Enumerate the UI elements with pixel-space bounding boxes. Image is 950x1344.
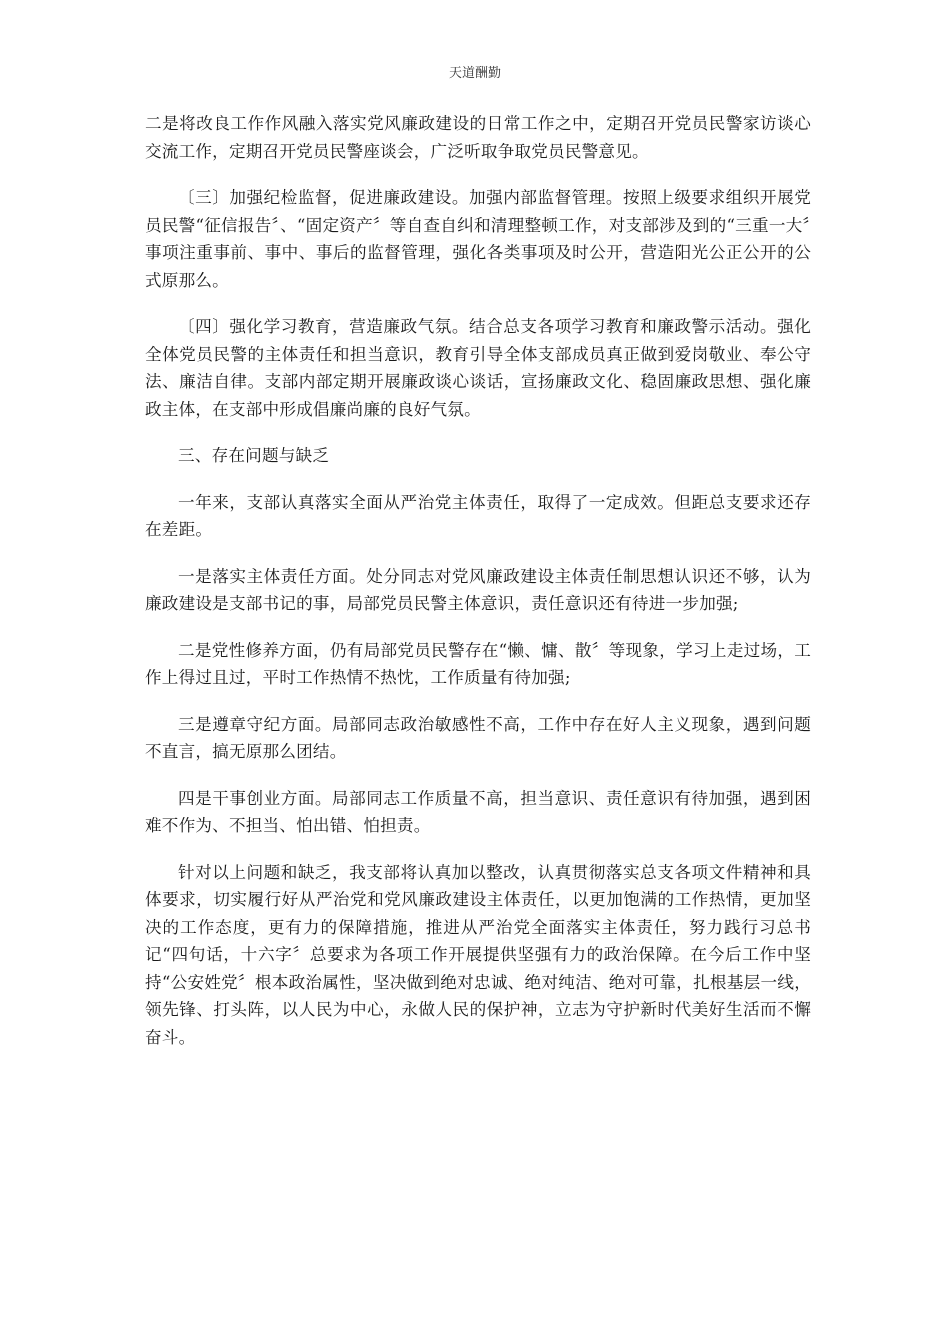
paragraph-summary: 一年来，支部认真落实全面从严治党主体责任，取得了一定成效。但距总支要求还存在差距。 bbox=[145, 492, 811, 539]
paragraph-problem-2: 二是党性修养方面，仍有局部党员民警存在“懒、慵、散〞等现象，学习上走过场，工作上得过且过，平时工作热情不热忱，工作质量有待加强; bbox=[145, 640, 811, 687]
paragraph-problem-4: 四是干事创业方面。局部同志工作质量不高，担当意识、责任意识有待加强，遇到困难不作为、不担当、怕出错、怕担责。 bbox=[145, 788, 811, 835]
section-heading-problems: 三、存在问题与缺乏 bbox=[178, 446, 330, 465]
page-header: 天道酬勤 bbox=[448, 66, 501, 81]
paragraph-conclusion: 针对以上问题和缺乏，我支部将认真加以整改，认真贯彻落实总支各项文件精神和具体要求，切实履行好从严治党和党风廉政建设主体责任，以更加饱满的工作热情，更加坚决的工作态度，更有力的保障措施，推进从严治党全面落实主体责任，努力践行习总书记“四句话，十六字〞总要求为各项工作开展提供坚强有力的政治保障。在今后工作中坚持“公安姓党〞根本政治属性，坚决做到绝对忠诚、绝对纯洁、绝对可靠，扎根基层一线，领先锋、打头阵，以人民为中心，永做人民的保护神，立志为守护新时代美好生活而不懈奋斗。 bbox=[145, 862, 811, 1047]
paragraph-section-3: 〔三〕加强纪检监督，促进廉政建设。加强内部监督管理。按照上级要求组织开展党员民警“征信报告〞、“固定资产〞等自查自纠和清理整顿工作，对支部涉及到的“三重一大〞事项注重事前、事中、事后的监督管理，强化各类事项及时公开，营造阳光公正公开的公式原那么。 bbox=[145, 188, 811, 290]
paragraph-continuation: 二是将改良工作作风融入落实党风廉政建设的日常工作之中，定期召开党员民警家访谈心交流工作，定期召开党员民警座谈会，广泛听取争取党员民警意见。 bbox=[145, 114, 811, 161]
paragraph-problem-3: 三是遵章守纪方面。局部同志政治敏感性不高，工作中存在好人主义现象，遇到问题不直言，搞无原那么团结。 bbox=[145, 714, 811, 761]
paragraph-problem-1: 一是落实主体责任方面。处分同志对党风廉政建设主体责任制思想认识还不够，认为廉政建设是支部书记的事，局部党员民警主体意识，责任意识还有待进一步加强; bbox=[145, 566, 811, 613]
paragraph-section-4: 〔四〕强化学习教育，营造廉政气氛。结合总支各项学习教育和廉政警示活动。强化全体党员民警的主体责任和担当意识，教育引导全体支部成员真正做到爱岗敬业、奉公守法、廉洁自律。支部内部定期开展廉政谈心谈话，宣扬廉政文化、稳固廉政思想、强化廉政主体，在支部中形成倡廉尚廉的良好气氛。 bbox=[145, 317, 811, 419]
document-body bbox=[145, 110, 811, 1070]
